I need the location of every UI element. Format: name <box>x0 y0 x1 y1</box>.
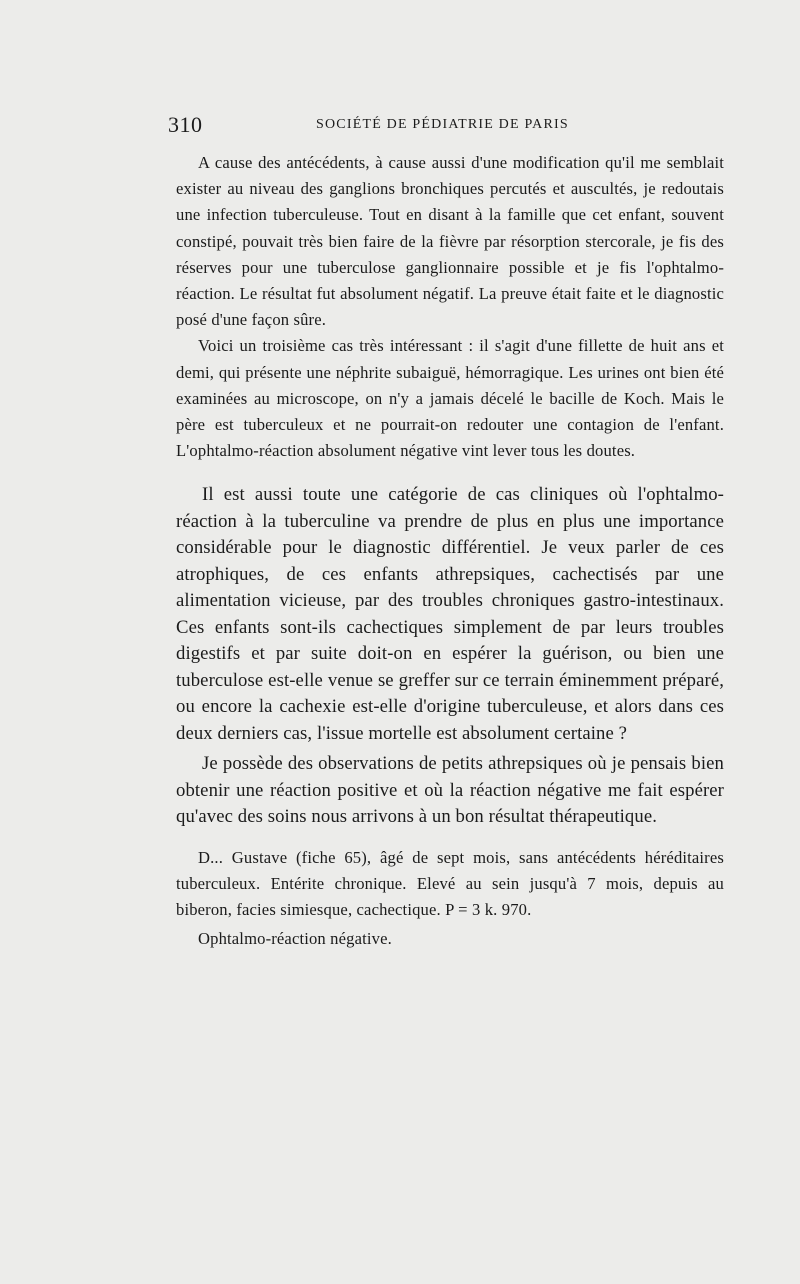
page-number: 310 <box>168 112 203 137</box>
paragraph-clinical-category: Il est aussi toute une catégorie de cas cliniques où l'ophtalmo-réaction à la tuberculine va prendre de plus en plus une importance considérable pour le diagnostic différentiel. Je veux parler de ces atrophiques, de ces enfants athrepsiques, cachectisés par une alimentation vicieuse, par des troubles chroniques gastro-intestinaux. Ces enfants sont-ils cachectiques simplement de par leurs troubles digestifs et par suite doit-on en espérer la guérison, ou bien une tuberculose est-elle venue se greffer sur ce terrain éminemment préparé, ou encore la cachexie est-elle d'origine tuberculeuse, et alors dans ces deux derniers cas, l'issue mortelle est absolument certaine ? <box>176 484 724 744</box>
body-text <box>176 150 724 952</box>
running-title: SOCIÉTÉ DE PÉDIATRIE DE PARIS <box>316 117 569 132</box>
page-header <box>168 112 728 142</box>
paragraph-third-case: Voici un troisième cas très intéressant : il s'agit d'une fillette de huit ans et demi, qui présente une néphrite subaiguë, hémorragique. Les urines ont bien été examinées au microscope, on n'y a jamais décelé le bacille de Koch. Mais le père est tuberculeux et ne pourrait-on redouter une contagion de l'enfant. L'ophtalmo-réaction absolument négative vint lever tous les doutes. <box>176 336 724 461</box>
paragraph-result: Ophtalmo-réaction négative. <box>198 928 392 948</box>
paragraph-case-gustave: D... Gustave (fiche 65), âgé de sept mois, sans antécédents héréditaires tuberculeux. Entérite chronique. Elevé au sein jusqu'à 7 mois, depuis au biberon, facies simiesque, cachectique. P = 3 k. 970. <box>176 847 724 920</box>
paragraph-antecedents: A cause des antécédents, à cause aussi d'une modification qu'il me semblait exister au niveau des ganglions bronchiques percutés et auscultés, je redoutais une infection tuberculeuse. Tout en disant à la famille que cet enfant, souvent constipé, pouvait très bien faire de la fièvre par résorption stercorale, je fis des réserves pour une tuberculose ganglionnaire possible et je fis l'ophtalmo-réaction. Le résultat fut absolument négatif. La preuve était faite et le diagnostic posé d'une façon sûre. <box>176 153 724 330</box>
paragraph-observations: Je possède des observations de petits athrepsiques où je pensais bien obtenir une réaction positive et où la réaction négative me fait espérer qu'avec des soins nous arrivons à un bon résultat thérapeutique. <box>176 753 724 828</box>
